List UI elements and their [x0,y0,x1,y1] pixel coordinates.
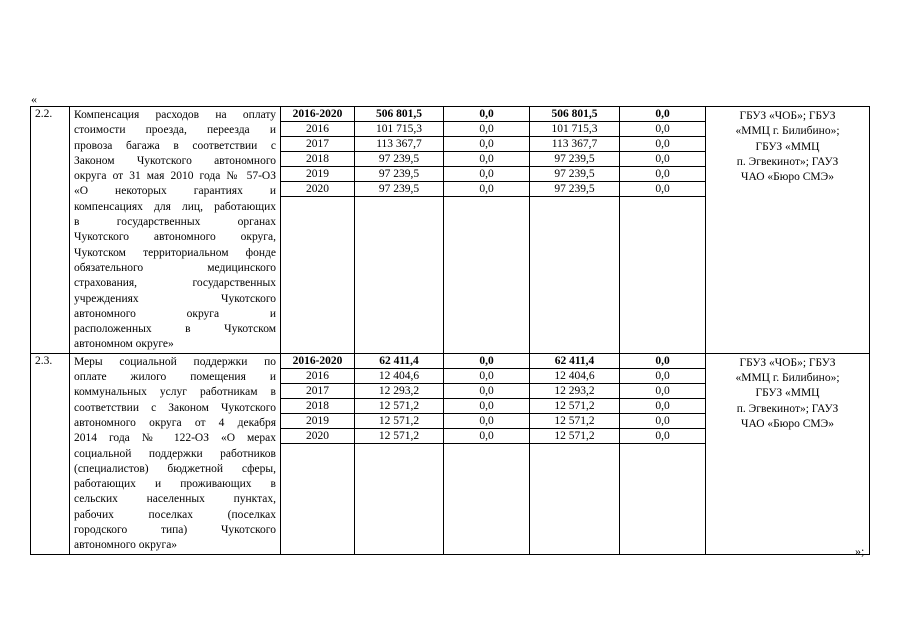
total-amount-cell: 12 571,2 [355,413,443,428]
total-amount-cell: 12 404,6 [355,368,443,383]
period-cell: 2016-2020 [281,354,354,369]
federal-budget-column [444,107,530,354]
federal-budget-cell: 0,0 [444,137,529,152]
other-sources-cell: 0,0 [620,137,705,152]
other-sources-cell: 0,0 [620,107,705,122]
row-number: 2.2. [31,107,70,354]
total-amount-cell: 97 239,5 [355,182,443,197]
description-line: автономного округа и [74,307,276,320]
regional-budget-cell: 97 239,5 [530,167,619,182]
regional-budget-cell: 12 571,2 [530,398,619,413]
description-line: 2014 года № 122-ОЗ «О мерах [74,432,276,445]
description-line: учреждениях Чукотского [74,292,276,305]
description-line: Законом Чукотского автономного [74,154,276,167]
regional-budget-cell: 101 715,3 [530,122,619,137]
period-cell: 2019 [281,413,354,428]
description-line: провоза багажа в соответствии с [74,139,276,152]
description-line: городского типа) Чукотского [74,524,276,537]
period-cell: 2017 [281,137,354,152]
federal-budget-cell: 0,0 [444,398,529,413]
period-cell: 2020 [281,182,354,197]
description-line: рабочих поселках (поселках [74,508,276,521]
other-sources-cell: 0,0 [620,354,705,369]
other-sources-cell: 0,0 [620,167,705,182]
period-cell: 2017 [281,383,354,398]
federal-budget-cell: 0,0 [444,167,529,182]
period-cell: 2020 [281,428,354,443]
measure-description [70,353,281,554]
total-amount-cell: 113 367,7 [355,137,443,152]
federal-budget-cell: 0,0 [444,182,529,197]
responsible-executors [706,353,870,554]
other-sources-cell: 0,0 [620,182,705,197]
funding-table [30,106,870,555]
description-line: Компенсация расходов на оплату [74,109,276,121]
regional-budget-cell: 97 239,5 [530,182,619,197]
total-amount-cell: 97 239,5 [355,167,443,182]
description-line: Меры социальной поддержки по [74,355,276,368]
period-cell: 2016-2020 [281,107,354,122]
executor-line: ГБУЗ «ММЦ [755,140,820,153]
other-sources-cell: 0,0 [620,383,705,398]
description-line: обязательного медицинского [74,261,276,274]
executor-line: ГБУЗ «ММЦ [755,387,820,400]
regional-budget-cell: 12 571,2 [530,413,619,428]
description-line: коммунальных услуг работникам в [74,386,276,399]
executor-line: ЧАО «Бюро СМЭ» [741,171,834,184]
federal-budget-column [444,353,530,554]
federal-budget-cell: 0,0 [444,107,529,122]
table-row [31,353,870,554]
executor-line: ЧАО «Бюро СМЭ» [741,417,834,430]
total-amount-cell: 62 411,4 [355,354,443,369]
description-line: автономном округе» [74,338,174,351]
regional-budget-cell: 12 571,2 [530,428,619,443]
total-amount-cell: 101 715,3 [355,122,443,137]
total-amount-cell: 506 801,5 [355,107,443,122]
period-column [281,353,355,554]
description-line: оплате жилого помещения и [74,371,276,384]
total-amount-cell: 12 571,2 [355,428,443,443]
description-line: стоимости проезда, переезда и [74,124,276,137]
total-amount-cell: 12 571,2 [355,398,443,413]
description-line: (специалистов) бюджетной сферы, [74,462,276,475]
description-line: Чукотском территориальном фонде [74,246,276,259]
description-line: Чукотского автономного округа, [74,231,276,244]
other-sources-cell: 0,0 [620,398,705,413]
federal-budget-cell: 0,0 [444,152,529,167]
period-cell: 2016 [281,122,354,137]
description-line: социальной поддержки работников [74,447,276,460]
regional-budget-cell: 12 293,2 [530,383,619,398]
description-line: компенсациях для лиц, работающих [74,200,276,213]
executor-line: ГБУЗ «ЧОБ»; ГБУЗ [739,110,836,122]
regional-budget-cell: 97 239,5 [530,152,619,167]
total-amount-column [355,107,444,354]
regional-budget-cell: 113 367,7 [530,137,619,152]
federal-budget-cell: 0,0 [444,383,529,398]
executor-line: п. Эгвекинот»; ГАУЗ [736,155,839,168]
description-line: в государственных органах [74,216,276,229]
regional-budget-cell: 62 411,4 [530,354,619,369]
executor-line: «ММЦ г. Билибино»; [735,372,840,385]
other-sources-cell: 0,0 [620,152,705,167]
federal-budget-cell: 0,0 [444,428,529,443]
period-cell: 2019 [281,167,354,182]
description-line: автономного округа» [74,539,178,552]
executor-line: п. Эгвекинот»; ГАУЗ [736,402,839,415]
responsible-executors [706,107,870,354]
federal-budget-cell: 0,0 [444,413,529,428]
other-sources-cell: 0,0 [620,122,705,137]
measure-description [70,107,281,354]
other-sources-column [620,353,706,554]
total-amount-cell: 97 239,5 [355,152,443,167]
regional-budget-cell: 12 404,6 [530,368,619,383]
description-line: автономного округа от 4 декабря [74,416,276,429]
executor-line: ГБУЗ «ЧОБ»; ГБУЗ [739,356,836,369]
federal-budget-cell: 0,0 [444,368,529,383]
other-sources-cell: 0,0 [620,368,705,383]
period-cell: 2018 [281,152,354,167]
period-cell: 2018 [281,398,354,413]
closing-quote-mark: »; [855,544,865,558]
regional-budget-cell: 506 801,5 [530,107,619,122]
period-cell: 2016 [281,368,354,383]
total-amount-column [355,353,444,554]
federal-budget-cell: 0,0 [444,122,529,137]
federal-budget-cell: 0,0 [444,354,529,369]
other-sources-cell: 0,0 [620,413,705,428]
row-number: 2.3. [31,353,70,554]
other-sources-cell: 0,0 [620,428,705,443]
other-sources-column [620,107,706,354]
description-line: работающих и проживающих в [74,478,276,491]
description-line: соответствии с Законом Чукотского [74,401,276,414]
period-column [281,107,355,354]
description-line: расположенных в Чукотском [74,323,276,336]
total-amount-cell: 12 293,2 [355,383,443,398]
table-row [31,107,870,354]
regional-budget-column [530,107,620,354]
regional-budget-column [530,353,620,554]
description-line: сельских населенных пунктах, [74,493,276,506]
executor-line: «ММЦ г. Билибино»; [735,125,840,138]
description-line: округа от 31 мая 2010 года № 57-ОЗ [74,170,276,183]
description-line: «О некоторых гарантиях и [74,185,276,198]
opening-quote-mark: « [31,92,37,106]
description-line: страхования, государственных [74,277,276,290]
